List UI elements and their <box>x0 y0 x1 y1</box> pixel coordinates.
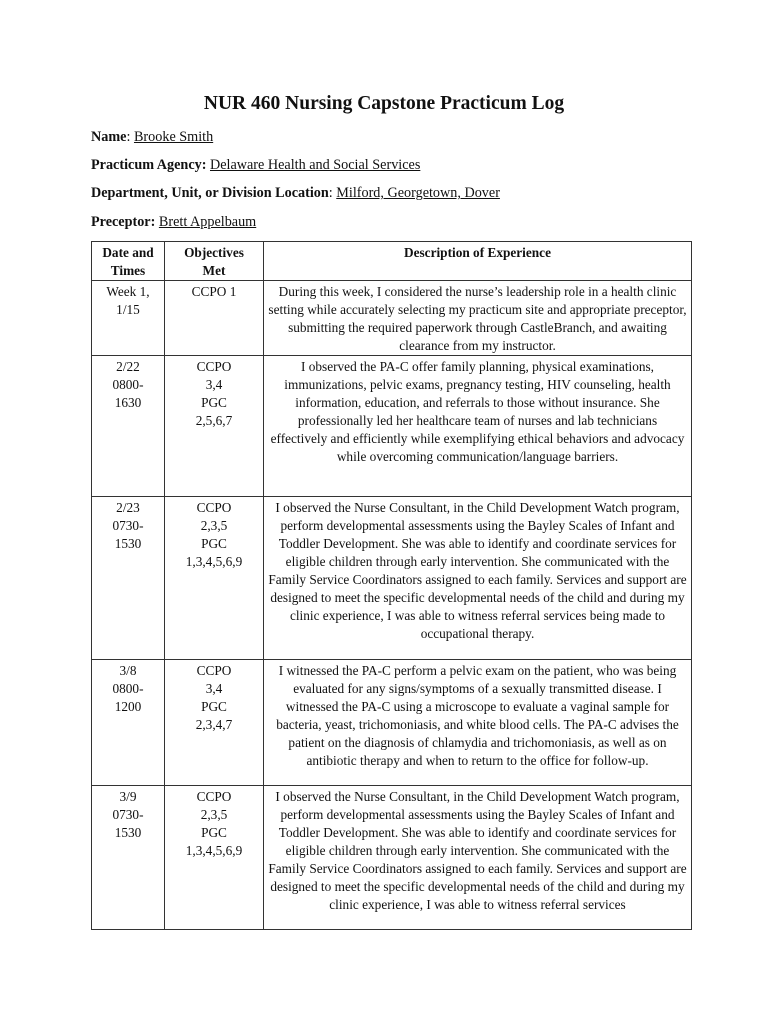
description-cell: I observed the Nurse Consultant, in the Child Development Watch program, perform developmental assessments using the Bayley Scales of Infant and Toddler Development. She was able to identify and coordinate services for eligible children through early intervention. She communicated with the Family Service Coordinators assigned to each family. Services and support are designed to meet the specific developmental needs of the child and during my clinic experience, I was able to witness referral services being made to occupational therapy. <box>264 497 692 660</box>
preceptor-field <box>91 214 256 231</box>
department-field <box>91 185 500 202</box>
department-value: Milford, Georgetown, Dover <box>336 185 500 201</box>
table-row <box>92 786 692 930</box>
objectives-cell: CCPO 3,4 PGC 2,5,6,7 <box>165 356 264 497</box>
description-cell: I witnessed the PA-C perform a pelvic exam on the patient, who was being evaluated for any signs/symptoms of a sexually transmitted disease. I witnessed the PA-C using a microscope to evaluate a vaginal sample for bacteria, yeast, trichomoniasis, and white blood cells. The PA-C advises the patient on the diagnosis of chlamydia and trichomoniasis, as well as on antibiotic therapy and when to return to the office for follow-up. <box>264 660 692 786</box>
table-row <box>92 497 692 660</box>
description-header: Description of Experience <box>264 242 692 281</box>
document-title: NUR 460 Nursing Capstone Practicum Log <box>203 93 565 114</box>
name-sep: : <box>126 129 131 145</box>
table-header-row <box>92 242 692 281</box>
department-label: Department, Unit, or Division Location <box>91 185 329 201</box>
name-field <box>91 129 213 146</box>
name-label: Name <box>91 129 127 145</box>
preceptor-value: Brett Appelbaum <box>158 214 257 230</box>
date-times-header: Date and Times <box>92 242 165 281</box>
agency-value: Delaware Health and Social Services <box>209 157 421 173</box>
objectives-cell: CCPO 2,3,5 PGC 1,3,4,5,6,9 <box>165 786 264 930</box>
practicum-log-table <box>91 241 692 930</box>
table-row <box>92 356 692 497</box>
objectives-cell: CCPO 1 <box>165 281 264 356</box>
description-cell: I observed the Nurse Consultant, in the Child Development Watch program, perform developmental assessments using the Bayley Scales of Infant and Toddler Development. She was able to identify and coordinate services for eligible children through early intervention. She communicated with the Family Service Coordinators assigned to each family. Services and support are designed to meet the specific developmental needs of the child and during my clinic experience, I was able to witness referral services <box>264 786 692 930</box>
objectives-cell: CCPO 2,3,5 PGC 1,3,4,5,6,9 <box>165 497 264 660</box>
table-row <box>92 660 692 786</box>
table-row <box>92 281 692 356</box>
department-sep: : <box>328 185 333 201</box>
date-cell: 2/22 0800- 1630 <box>92 356 165 497</box>
date-cell: Week 1, 1/15 <box>92 281 165 356</box>
date-cell: 3/9 0730- 1530 <box>92 786 165 930</box>
description-cell: During this week, I considered the nurse’s leadership role in a health clinic setting while accurately selecting my practicum site and appropriate preceptor, submitting the required paperwork through CastleBranch, and awaiting clearance from my instructor. <box>264 281 692 356</box>
objectives-cell: CCPO 3,4 PGC 2,3,4,7 <box>165 660 264 786</box>
preceptor-label: Preceptor: <box>91 214 156 230</box>
agency-label: Practicum Agency: <box>91 157 207 173</box>
description-cell: I observed the PA-C offer family planning, physical examinations, immunizations, pelvic exams, pregnancy testing, HIV counseling, health information, education, and referrals to those without insurance. She professionally led her healthcare team of nurses and lab technicians effectively and efficiently while exemplifying ethical behaviors and advocacy while overcoming communication/language barriers. <box>264 356 692 497</box>
date-cell: 3/8 0800- 1200 <box>92 660 165 786</box>
name-value: Brooke Smith <box>133 129 214 145</box>
date-cell: 2/23 0730- 1530 <box>92 497 165 660</box>
objectives-met-header: Objectives Met <box>165 242 264 281</box>
agency-field <box>91 157 420 174</box>
